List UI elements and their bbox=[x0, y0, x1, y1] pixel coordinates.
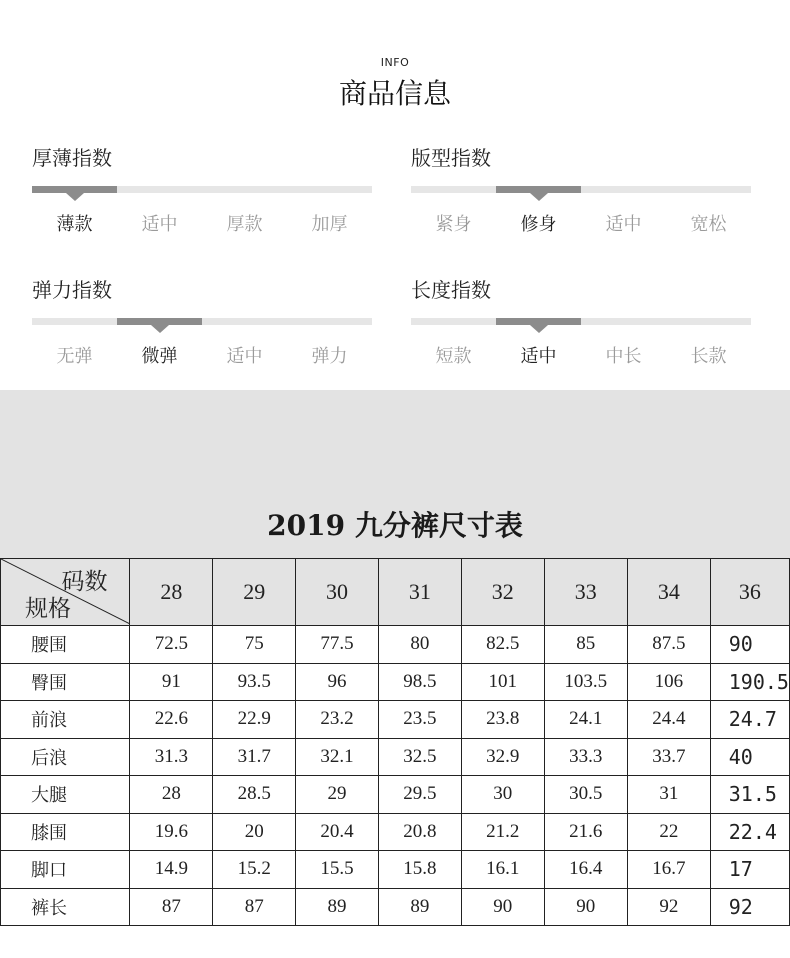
indicator-option: 中长 bbox=[605, 346, 642, 367]
indicator-label: 版型指数 bbox=[411, 146, 491, 170]
table-cell: 24.1 bbox=[544, 701, 627, 739]
indicator-option: 薄款 bbox=[56, 214, 93, 235]
row-label: 膝围 bbox=[1, 813, 130, 851]
indicator-option: 加厚 bbox=[311, 214, 348, 235]
size-header-cell: 36 bbox=[710, 559, 789, 626]
indicator-label: 厚薄指数 bbox=[32, 146, 112, 170]
table-cell: 40 bbox=[710, 738, 789, 776]
indicator-option: 长款 bbox=[690, 346, 727, 367]
size-header-cell: 29 bbox=[213, 559, 296, 626]
indicator-option: 短款 bbox=[435, 346, 472, 367]
table-cell: 85 bbox=[544, 626, 627, 664]
size-header-cell: 32 bbox=[461, 559, 544, 626]
table-cell: 103.5 bbox=[544, 663, 627, 701]
table-cell: 93.5 bbox=[213, 663, 296, 701]
indicator-bar bbox=[411, 186, 751, 193]
table-cell: 28 bbox=[130, 776, 213, 814]
corner-label-size: 码数 bbox=[61, 569, 108, 595]
table-cell: 30 bbox=[461, 776, 544, 814]
table-cell: 90 bbox=[710, 626, 789, 664]
table-cell: 33.3 bbox=[544, 738, 627, 776]
indicator-option: 紧身 bbox=[435, 214, 472, 235]
table-cell: 23.2 bbox=[296, 701, 379, 739]
size-header-row bbox=[1, 559, 790, 626]
table-row bbox=[1, 888, 790, 926]
table-cell: 15.2 bbox=[213, 851, 296, 889]
row-label: 脚口 bbox=[1, 851, 130, 889]
table-cell: 32.1 bbox=[296, 738, 379, 776]
table-cell: 15.5 bbox=[296, 851, 379, 889]
table-cell: 14.9 bbox=[130, 851, 213, 889]
table-cell: 29.5 bbox=[378, 776, 461, 814]
indicator-option: 修身 bbox=[520, 214, 557, 235]
table-cell: 72.5 bbox=[130, 626, 213, 664]
size-table bbox=[0, 558, 790, 926]
table-cell: 87 bbox=[213, 888, 296, 926]
table-row bbox=[1, 626, 790, 664]
indicator-bar bbox=[411, 318, 751, 325]
thickness-indicator bbox=[32, 142, 372, 242]
table-cell: 31.3 bbox=[130, 738, 213, 776]
table-cell: 20.8 bbox=[378, 813, 461, 851]
table-cell: 75 bbox=[213, 626, 296, 664]
table-cell: 90 bbox=[461, 888, 544, 926]
table-cell: 29 bbox=[296, 776, 379, 814]
indicator-option: 适中 bbox=[141, 214, 178, 235]
table-row bbox=[1, 813, 790, 851]
indicator-option: 厚款 bbox=[226, 214, 263, 235]
table-cell: 16.1 bbox=[461, 851, 544, 889]
table-cell: 80 bbox=[378, 626, 461, 664]
table-cell: 17 bbox=[710, 851, 789, 889]
length-indicator bbox=[411, 274, 751, 374]
table-cell: 190.5 bbox=[710, 663, 789, 701]
indicator-pointer bbox=[530, 325, 548, 333]
table-cell: 24.4 bbox=[627, 701, 710, 739]
table-cell: 90 bbox=[544, 888, 627, 926]
table-cell: 22 bbox=[627, 813, 710, 851]
table-cell: 87 bbox=[130, 888, 213, 926]
size-header-cell: 28 bbox=[130, 559, 213, 626]
table-cell: 91 bbox=[130, 663, 213, 701]
size-header-cell: 34 bbox=[627, 559, 710, 626]
table-cell: 101 bbox=[461, 663, 544, 701]
row-label: 大腿 bbox=[1, 776, 130, 814]
table-row bbox=[1, 851, 790, 889]
table-cell: 16.4 bbox=[544, 851, 627, 889]
table-cell: 15.8 bbox=[378, 851, 461, 889]
size-table-title: 2019 九分裤尺寸表 bbox=[267, 509, 523, 542]
table-cell: 96 bbox=[296, 663, 379, 701]
table-cell: 77.5 bbox=[296, 626, 379, 664]
indicator-bar bbox=[32, 318, 372, 325]
info-title: 商品信息 bbox=[338, 77, 451, 110]
table-cell: 23.5 bbox=[378, 701, 461, 739]
table-cell: 21.6 bbox=[544, 813, 627, 851]
table-cell: 31.5 bbox=[710, 776, 789, 814]
table-row bbox=[1, 701, 790, 739]
table-cell: 21.2 bbox=[461, 813, 544, 851]
indicator-label: 长度指数 bbox=[411, 278, 491, 302]
indicator-option: 弹力 bbox=[311, 346, 348, 367]
size-header-cell: 30 bbox=[296, 559, 379, 626]
table-cell: 92 bbox=[710, 888, 789, 926]
indicator-option: 适中 bbox=[605, 214, 642, 235]
table-cell: 30.5 bbox=[544, 776, 627, 814]
table-cell: 31.7 bbox=[213, 738, 296, 776]
indicator-selected-segment bbox=[117, 318, 202, 325]
indicator-option: 适中 bbox=[226, 346, 263, 367]
corner-label-spec: 规格 bbox=[25, 596, 71, 622]
indicator-option: 微弹 bbox=[141, 346, 178, 367]
table-cell: 22.4 bbox=[710, 813, 789, 851]
table-cell: 31 bbox=[627, 776, 710, 814]
table-cell: 33.7 bbox=[627, 738, 710, 776]
table-cell: 20.4 bbox=[296, 813, 379, 851]
table-cell: 16.7 bbox=[627, 851, 710, 889]
table-cell: 28.5 bbox=[213, 776, 296, 814]
indicator-pointer bbox=[151, 325, 169, 333]
size-header-cell: 33 bbox=[544, 559, 627, 626]
table-cell: 98.5 bbox=[378, 663, 461, 701]
row-label: 臀围 bbox=[1, 663, 130, 701]
table-cell: 22.9 bbox=[213, 701, 296, 739]
row-label: 裤长 bbox=[1, 888, 130, 926]
table-cell: 89 bbox=[296, 888, 379, 926]
table-cell: 82.5 bbox=[461, 626, 544, 664]
table-cell: 92 bbox=[627, 888, 710, 926]
size-header-cell: 31 bbox=[378, 559, 461, 626]
table-cell: 87.5 bbox=[627, 626, 710, 664]
table-cell: 89 bbox=[378, 888, 461, 926]
product-info-section bbox=[0, 0, 790, 390]
indicator-option: 无弹 bbox=[56, 346, 93, 367]
indicator-selected-segment bbox=[32, 186, 117, 193]
table-cell: 32.5 bbox=[378, 738, 461, 776]
table-cell: 32.9 bbox=[461, 738, 544, 776]
indicator-option: 适中 bbox=[520, 346, 557, 367]
indicator-label: 弹力指数 bbox=[32, 278, 112, 302]
indicator-selected-segment bbox=[496, 318, 581, 325]
indicator-pointer bbox=[66, 193, 84, 201]
row-label: 腰围 bbox=[1, 626, 130, 664]
table-row bbox=[1, 663, 790, 701]
row-label: 后浪 bbox=[1, 738, 130, 776]
indicator-pointer bbox=[530, 193, 548, 201]
fit-indicator bbox=[411, 142, 751, 242]
table-cell: 20 bbox=[213, 813, 296, 851]
table-row bbox=[1, 776, 790, 814]
table-cell: 22.6 bbox=[130, 701, 213, 739]
table-cell: 19.6 bbox=[130, 813, 213, 851]
table-row bbox=[1, 738, 790, 776]
row-label: 前浪 bbox=[1, 701, 130, 739]
elasticity-indicator bbox=[32, 274, 372, 374]
table-cell: 23.8 bbox=[461, 701, 544, 739]
indicator-selected-segment bbox=[496, 186, 581, 193]
indicator-bar bbox=[32, 186, 372, 193]
info-subtitle: INFO bbox=[380, 56, 410, 69]
indicator-option: 宽松 bbox=[690, 214, 727, 235]
table-cell: 106 bbox=[627, 663, 710, 701]
table-corner-cell bbox=[1, 559, 130, 626]
table-cell: 24.7 bbox=[710, 701, 789, 739]
